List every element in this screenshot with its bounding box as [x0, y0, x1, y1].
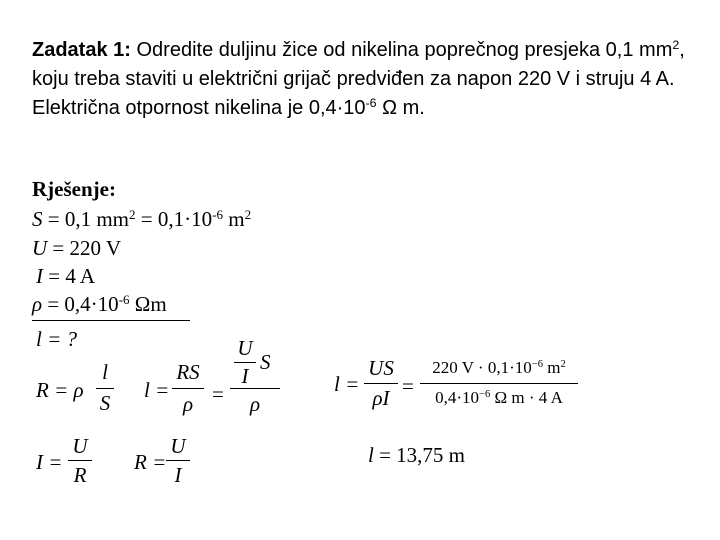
formula-calc-num-exp: −6: [531, 359, 543, 371]
formula-length-inner-bar: [234, 362, 256, 363]
formula-length-eq: =: [212, 382, 224, 406]
given-i-value: = 4 A: [43, 264, 96, 288]
task-text-3: Ω m.: [376, 97, 425, 119]
formula-length: [144, 338, 284, 428]
formula-length-num: RS: [176, 360, 200, 384]
given-rho-part2: Ωm: [129, 292, 167, 316]
formula-ohm-bar: [166, 460, 190, 461]
given-s-exp2: -6: [212, 206, 223, 222]
given-i-symbol: I: [36, 264, 43, 288]
given-u-symbol: U: [32, 236, 48, 260]
result-value: = 13,75 m: [373, 443, 466, 467]
formula-calc-den-value: [420, 388, 578, 408]
given-rho: [32, 291, 167, 317]
formula-calc-num-text: 220 V · 0,1·10: [432, 358, 532, 377]
formula-current-lhs: I =: [36, 450, 63, 474]
formula-length-inner-den: I: [241, 364, 249, 388]
formula-length-inner-num: U: [237, 336, 253, 360]
formula-calc-den-unit: Ω m · 4 A: [490, 388, 563, 407]
formula-calc-value-bar: [420, 383, 578, 384]
formula-resistance-bar: [96, 388, 114, 389]
task-sup-2: -6: [365, 96, 377, 111]
task-text-2: , koju treba staviti u električni grijač predviđen za napon 220 V i struju 4 A. Električna otpornost nikelina je 0,4·10: [32, 39, 685, 119]
formula-current-bar: [68, 460, 92, 461]
result-symbol: l: [368, 443, 374, 467]
unknown-l-value: = ?: [41, 327, 78, 351]
task-sup-1: 2: [672, 38, 680, 53]
given-u: [32, 235, 121, 261]
formula-calc-bar: [364, 383, 398, 384]
formula-length-outer-bar: [230, 388, 280, 389]
formula-current-num: U: [72, 434, 88, 458]
given-s-part1: = 0,1 mm: [42, 207, 130, 231]
task-lead: Zadatak 1:: [32, 39, 131, 61]
formula-calc-num-unit: m: [542, 358, 561, 377]
formula-ohm-num: U: [170, 434, 186, 458]
formula-calc-eq: =: [402, 374, 414, 398]
given-u-value: = 220 V: [47, 236, 122, 260]
formula-length-lhs: l =: [144, 378, 170, 402]
task-statement: [32, 36, 692, 123]
formula-resistance: [36, 360, 116, 426]
result: [368, 442, 465, 468]
given-s-symbol: S: [32, 207, 43, 231]
formula-ohm-lhs: R =: [134, 450, 167, 474]
solution-title: Rješenje:: [32, 177, 116, 201]
formula-length-den2: ρ: [249, 392, 261, 416]
formula-calc-den-text: 0,4·10: [435, 388, 480, 407]
formula-resistance-lhs: R = ρ: [36, 378, 84, 402]
given-rho-exp: -6: [118, 291, 130, 307]
formula-current: [36, 436, 106, 496]
formula-resistance-den: S: [99, 391, 111, 415]
formula-calc-lhs: l =: [334, 372, 360, 396]
given-s-part3: m: [222, 207, 245, 231]
given-rho-symbol: ρ: [32, 292, 43, 316]
given-divider: [32, 320, 190, 321]
formula-calc-num: US: [368, 356, 394, 380]
unknown-l: [36, 326, 77, 352]
formula-ohm: [134, 436, 204, 496]
formula-length-den: ρ: [182, 392, 194, 416]
given-i: [36, 263, 95, 289]
formula-ohm-den: I: [174, 463, 182, 487]
formula-calculation: [334, 352, 594, 416]
given-s-exp1: 2: [129, 206, 136, 222]
given-s-part2: = 0,1·10: [135, 207, 213, 231]
formula-length-factor: S: [260, 350, 271, 374]
given-rho-part1: = 0,4·10: [42, 292, 119, 316]
given-s-exp3: 2: [244, 206, 252, 222]
formula-current-den: R: [73, 463, 87, 487]
formula-calc-den: ρI: [372, 386, 390, 410]
unknown-l-symbol: l: [36, 327, 42, 351]
task-text-1: Odredite duljinu žice od nikelina poprečnog presjeka 0,1 mm: [130, 39, 673, 61]
formula-calc-den-exp: −6: [479, 389, 491, 401]
formula-calc-num-unit-exp: 2: [560, 359, 566, 371]
given-s: [32, 206, 251, 232]
formula-resistance-num: l: [102, 360, 108, 384]
formula-calc-num-value: [420, 358, 578, 378]
formula-length-bar: [172, 388, 204, 389]
